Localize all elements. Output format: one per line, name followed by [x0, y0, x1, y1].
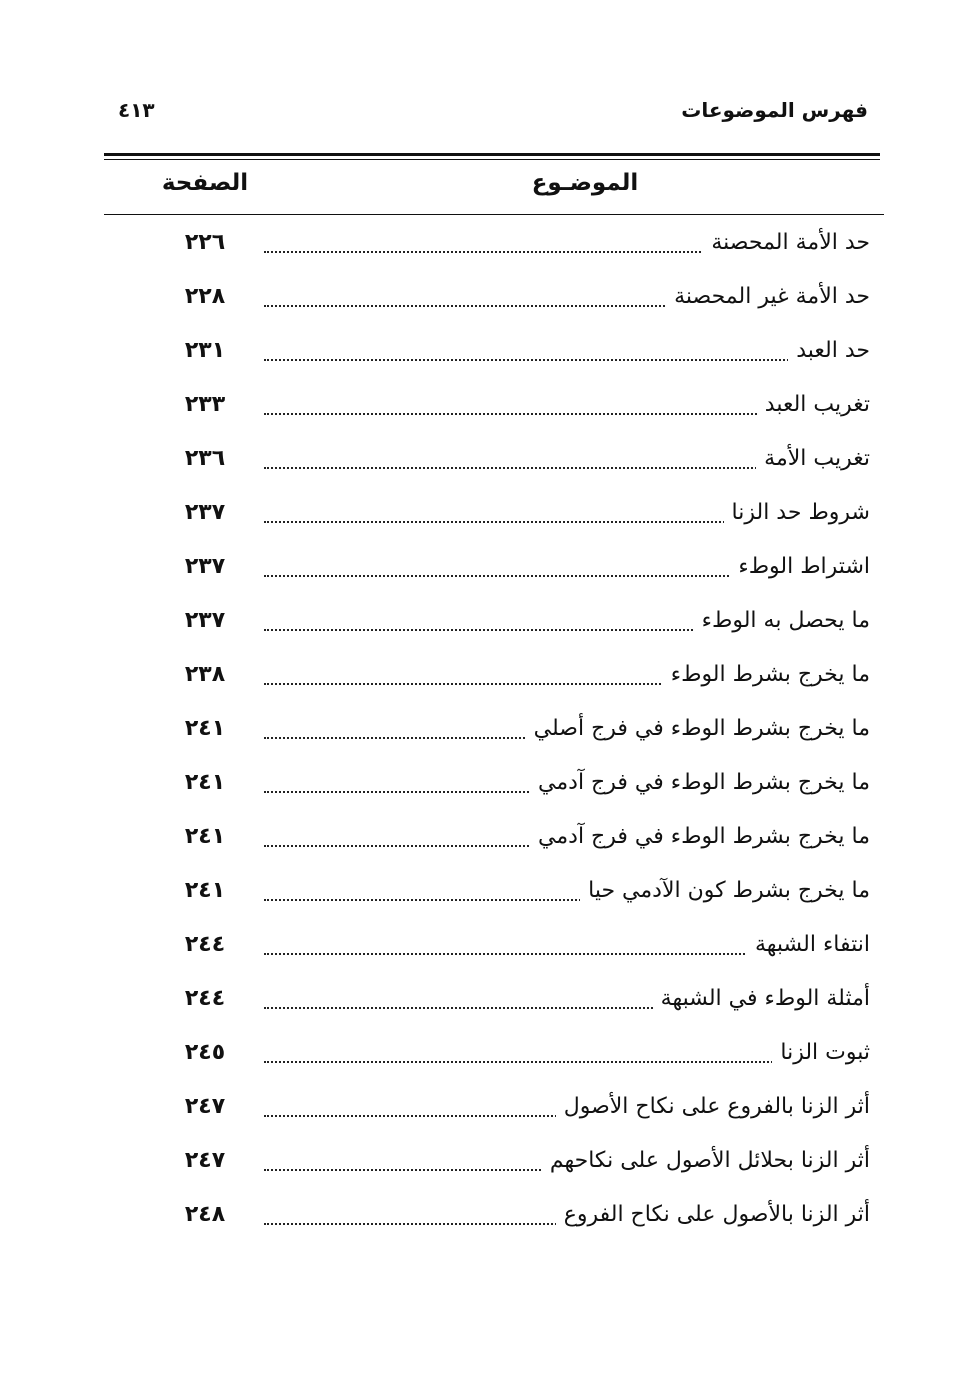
toc-entry-title: تغريب العبد [757, 392, 870, 417]
toc-entry-title: ما يخرج بشرط الوطء في فرج آدمي [530, 824, 870, 849]
toc-entry-title: ما يخرج بشرط الوطء في فرج آدمي [530, 770, 870, 795]
toc-entry [0, 542, 954, 596]
toc-entry [0, 1190, 954, 1244]
toc-entry-title: تغريب الأمة [756, 446, 870, 471]
page-number: ٤١٣ [118, 98, 155, 122]
toc-entry-title: ما يخرج بشرط الوطء [663, 662, 870, 687]
toc-entry-page: ٢٣٣ [184, 392, 226, 417]
toc-entry-page: ٢٤٤ [184, 986, 226, 1011]
toc-entry-page: ٢٤١ [184, 824, 226, 849]
toc-entry-page: ٢٣١ [184, 338, 226, 363]
toc-entry-title: ثبوت الزنا [772, 1040, 870, 1065]
toc-entry [0, 488, 954, 542]
toc-entry-title: اشتراط الوطء [730, 554, 870, 579]
toc-entry-page: ٢٢٦ [184, 230, 226, 255]
toc-entry [0, 812, 954, 866]
toc-entry-title: ما يخرج بشرط الوطء في فرج أصلي [526, 716, 870, 741]
toc-entry-title: أمثلة الوطء في الشبهة [653, 986, 870, 1011]
toc-entry-page: ٢٤١ [184, 878, 226, 903]
toc-entry-title: أثر الزنا بالفروع على نكاح الأصول [556, 1094, 870, 1119]
toc-entry [0, 1082, 954, 1136]
toc-entry [0, 866, 954, 920]
running-title: فهرس الموضوعات [681, 98, 868, 122]
column-header-topic: الموضـوع [531, 170, 639, 196]
toc-dot-leader [264, 359, 864, 361]
toc-entry-page: ٢٤٥ [184, 1040, 226, 1065]
toc-entry-page: ٢٣٦ [184, 446, 226, 471]
toc-entry-page: ٢٤٤ [184, 932, 226, 957]
toc-entry [0, 1136, 954, 1190]
toc-entry-page: ٢٣٨ [184, 662, 226, 687]
toc-entry-title: أثر الزنا بالأصول على نكاح الفروع [556, 1202, 870, 1227]
toc-entry-page: ٢٤١ [184, 770, 226, 795]
toc-entry [0, 758, 954, 812]
toc-entry-title: انتفاء الشبهة [747, 932, 870, 957]
toc-entry-title: حد الأمة غير المحصنة [666, 284, 870, 309]
toc-entry-page: ٢٤٧ [184, 1148, 226, 1173]
column-header-page: الصفحة [161, 170, 249, 196]
toc-entry [0, 920, 954, 974]
toc-entry [0, 326, 954, 380]
toc-entry [0, 596, 954, 650]
toc-entry-page: ٢٣٧ [184, 554, 226, 579]
toc-entry [0, 704, 954, 758]
toc-entry-title: ما يحصل به الوطء [694, 608, 870, 633]
toc-entry [0, 272, 954, 326]
toc-entry-page: ٢٢٨ [184, 284, 226, 309]
header-rule-thin [104, 159, 880, 160]
header-rule-thick [104, 153, 880, 156]
toc-entry [0, 650, 954, 704]
toc-entry-page: ٢٣٧ [184, 608, 226, 633]
toc-entry [0, 380, 954, 434]
toc-entry-title: أثر الزنا بحلائل الأصول على نكاحهم [542, 1148, 870, 1173]
toc-entry [0, 218, 954, 272]
toc-entry [0, 974, 954, 1028]
toc-entry-page: ٢٤٨ [184, 1202, 226, 1227]
column-header-rule [104, 214, 884, 215]
toc-entry-title: شروط حد الزنا [724, 500, 870, 525]
toc-entry-title: حد العبد [788, 338, 870, 363]
toc-entry-title: ما يخرج بشرط كون الآدمي حيا [580, 878, 870, 903]
toc-entry [0, 1028, 954, 1082]
toc-entry [0, 434, 954, 488]
toc-entry-page: ٢٤٧ [184, 1094, 226, 1119]
toc-entry-page: ٢٣٧ [184, 500, 226, 525]
toc-entry-page: ٢٤١ [184, 716, 226, 741]
toc-entry-title: حد الأمة المحصنة [703, 230, 870, 255]
